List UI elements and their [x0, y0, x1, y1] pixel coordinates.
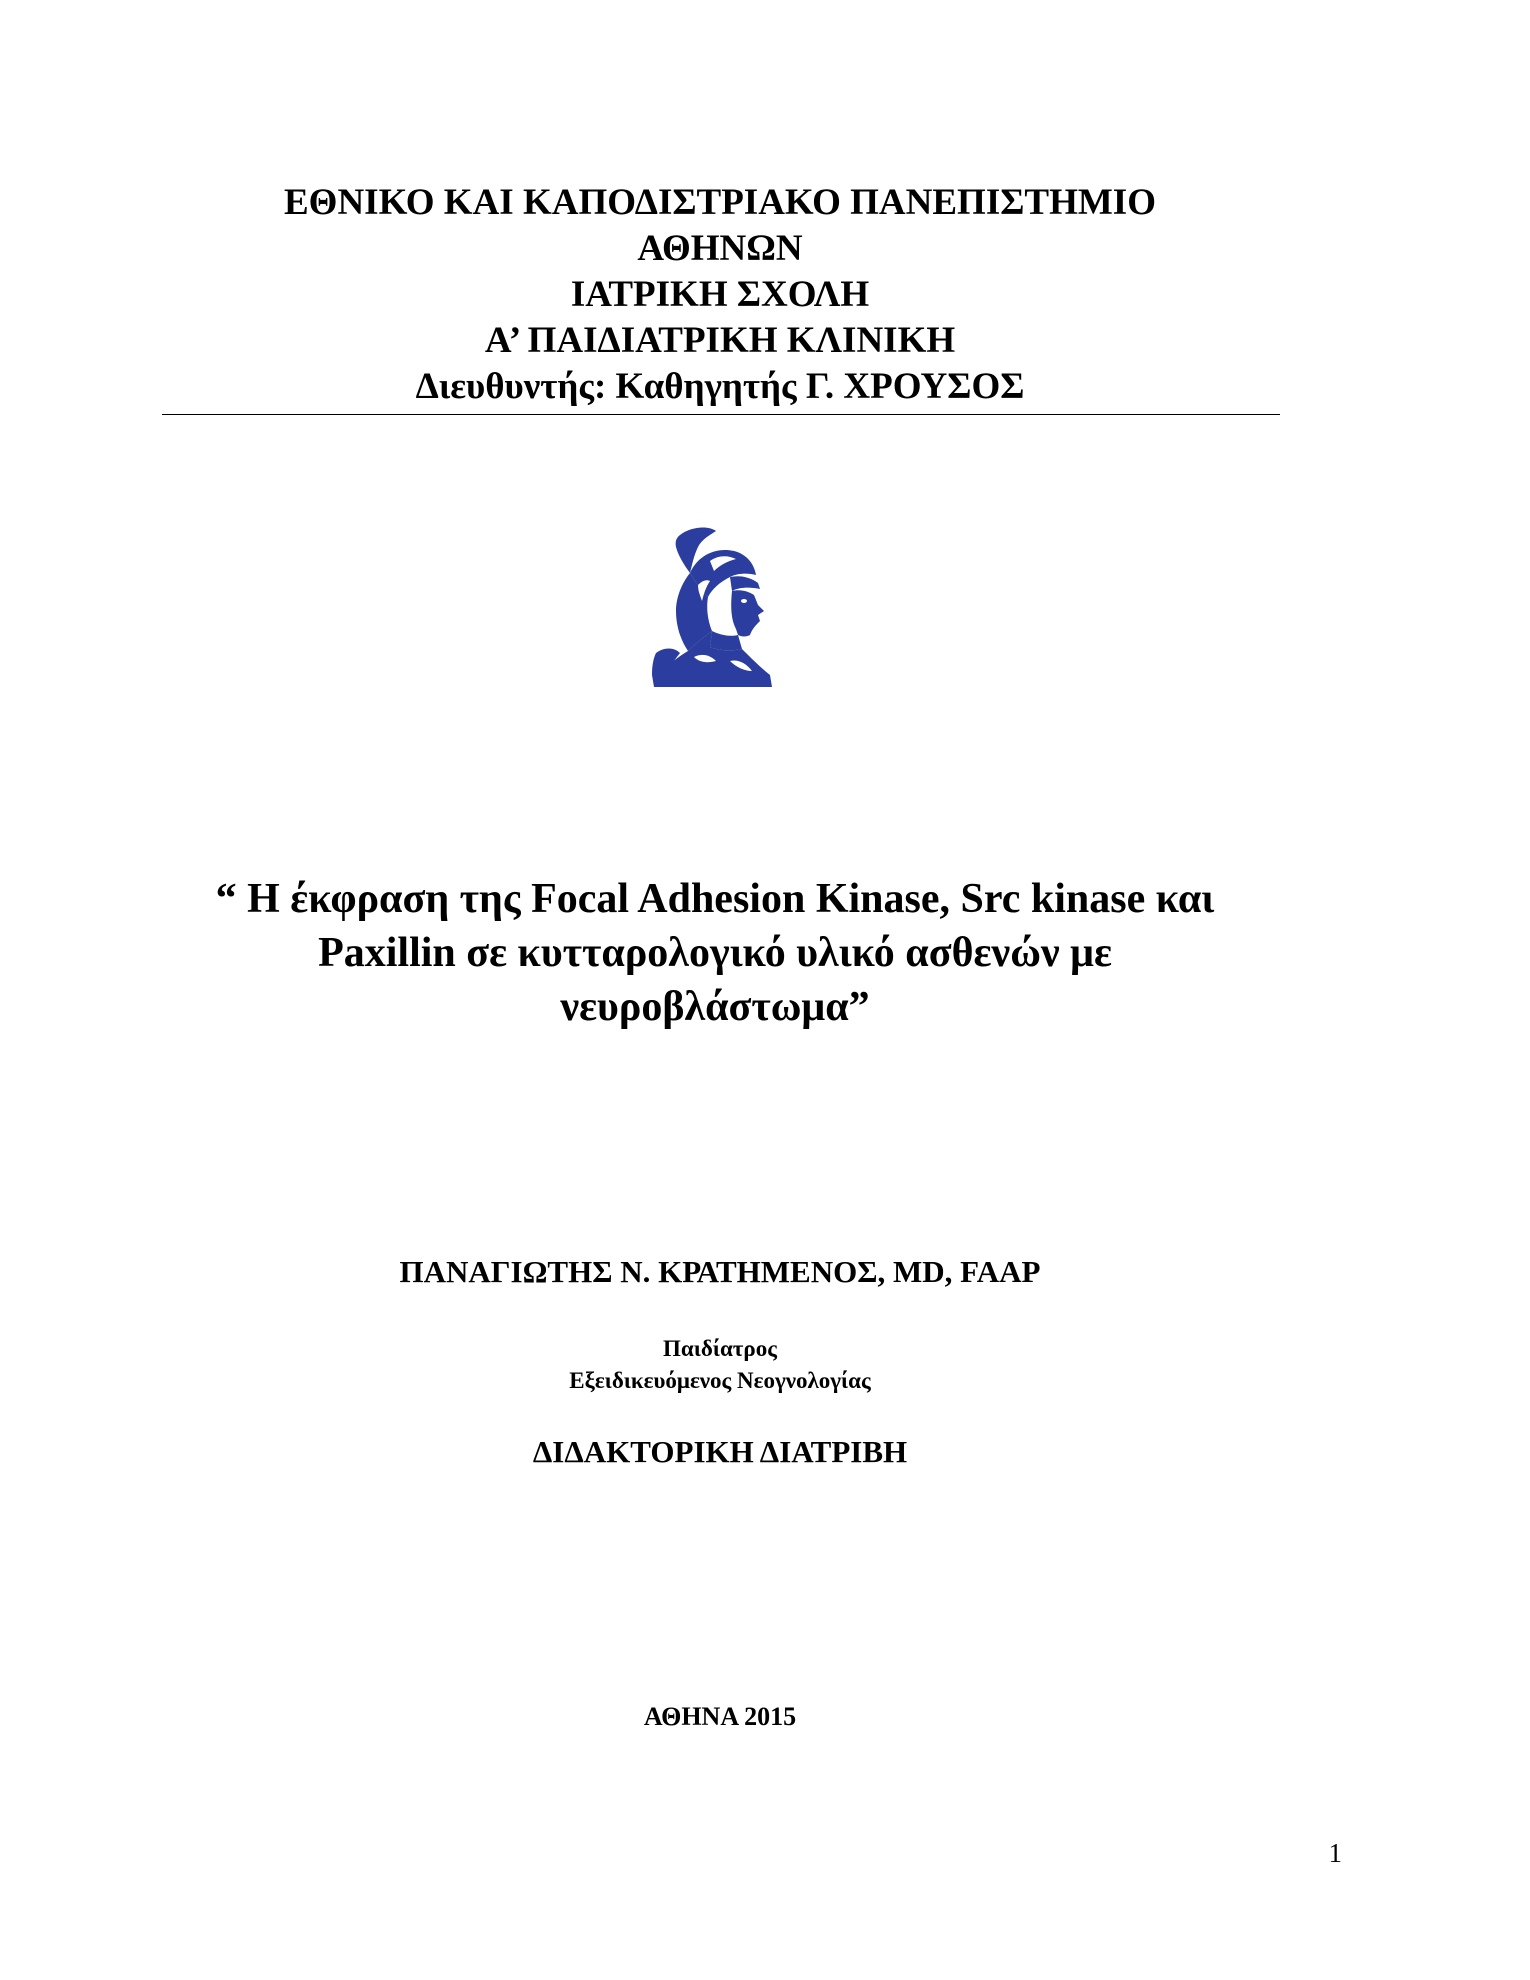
author-role-neonatology-fellow: Εξειδικευόμενος Νεογνολογίας: [569, 1368, 871, 1393]
thesis-title-line: Paxillin σε κυτταρολογικό υλικό ασθενών με: [318, 930, 1112, 976]
author-name: ΠΑΝΑΓΙΩΤΗΣ Ν. ΚΡΑΤΗΜΕΝΟΣ, MD, FAAP: [399, 1254, 1041, 1289]
athena-head-emblem-icon: [650, 525, 780, 690]
header-divider: [162, 414, 1280, 415]
thesis-title-line: νευροβλάστωμα”: [560, 984, 870, 1030]
institution-header: [160, 180, 1280, 410]
header-line-director: Διευθυντής: Καθηγητής Γ. ΧΡΟΥΣΟΣ: [415, 366, 1025, 407]
document-type: ΔΙΔΑΚΤΟΡΙΚΗ ΔΙΑΤΡΙΒΗ: [532, 1434, 908, 1469]
thesis-title-line: “ Η έκφραση της Focal Adhesion Kinase, Src kinase και: [215, 876, 1215, 922]
header-line-university: ΕΘΝΙΚΟ ΚΑΙ ΚΑΠΟΔΙΣΤΡΙΑΚΟ ΠΑΝΕΠΙΣΤΗΜΙΟ: [284, 182, 1156, 223]
place-and-year: ΑΘΗΝΑ 2015: [643, 1702, 797, 1731]
author-role-pediatrician: Παιδίατρος: [663, 1336, 777, 1361]
page-number: 1: [1328, 1838, 1342, 1868]
header-line-school: ΙΑΤΡΙΚΗ ΣΧΟΛΗ: [570, 274, 870, 315]
header-line-clinic: Α’ ΠΑΙΔΙΑΤΡΙΚΗ ΚΛΙΝΙΚΗ: [484, 320, 956, 361]
header-line-city: ΑΘΗΝΩΝ: [637, 228, 803, 269]
author-roles: [160, 1333, 1280, 1397]
thesis-title: [150, 872, 1280, 1034]
